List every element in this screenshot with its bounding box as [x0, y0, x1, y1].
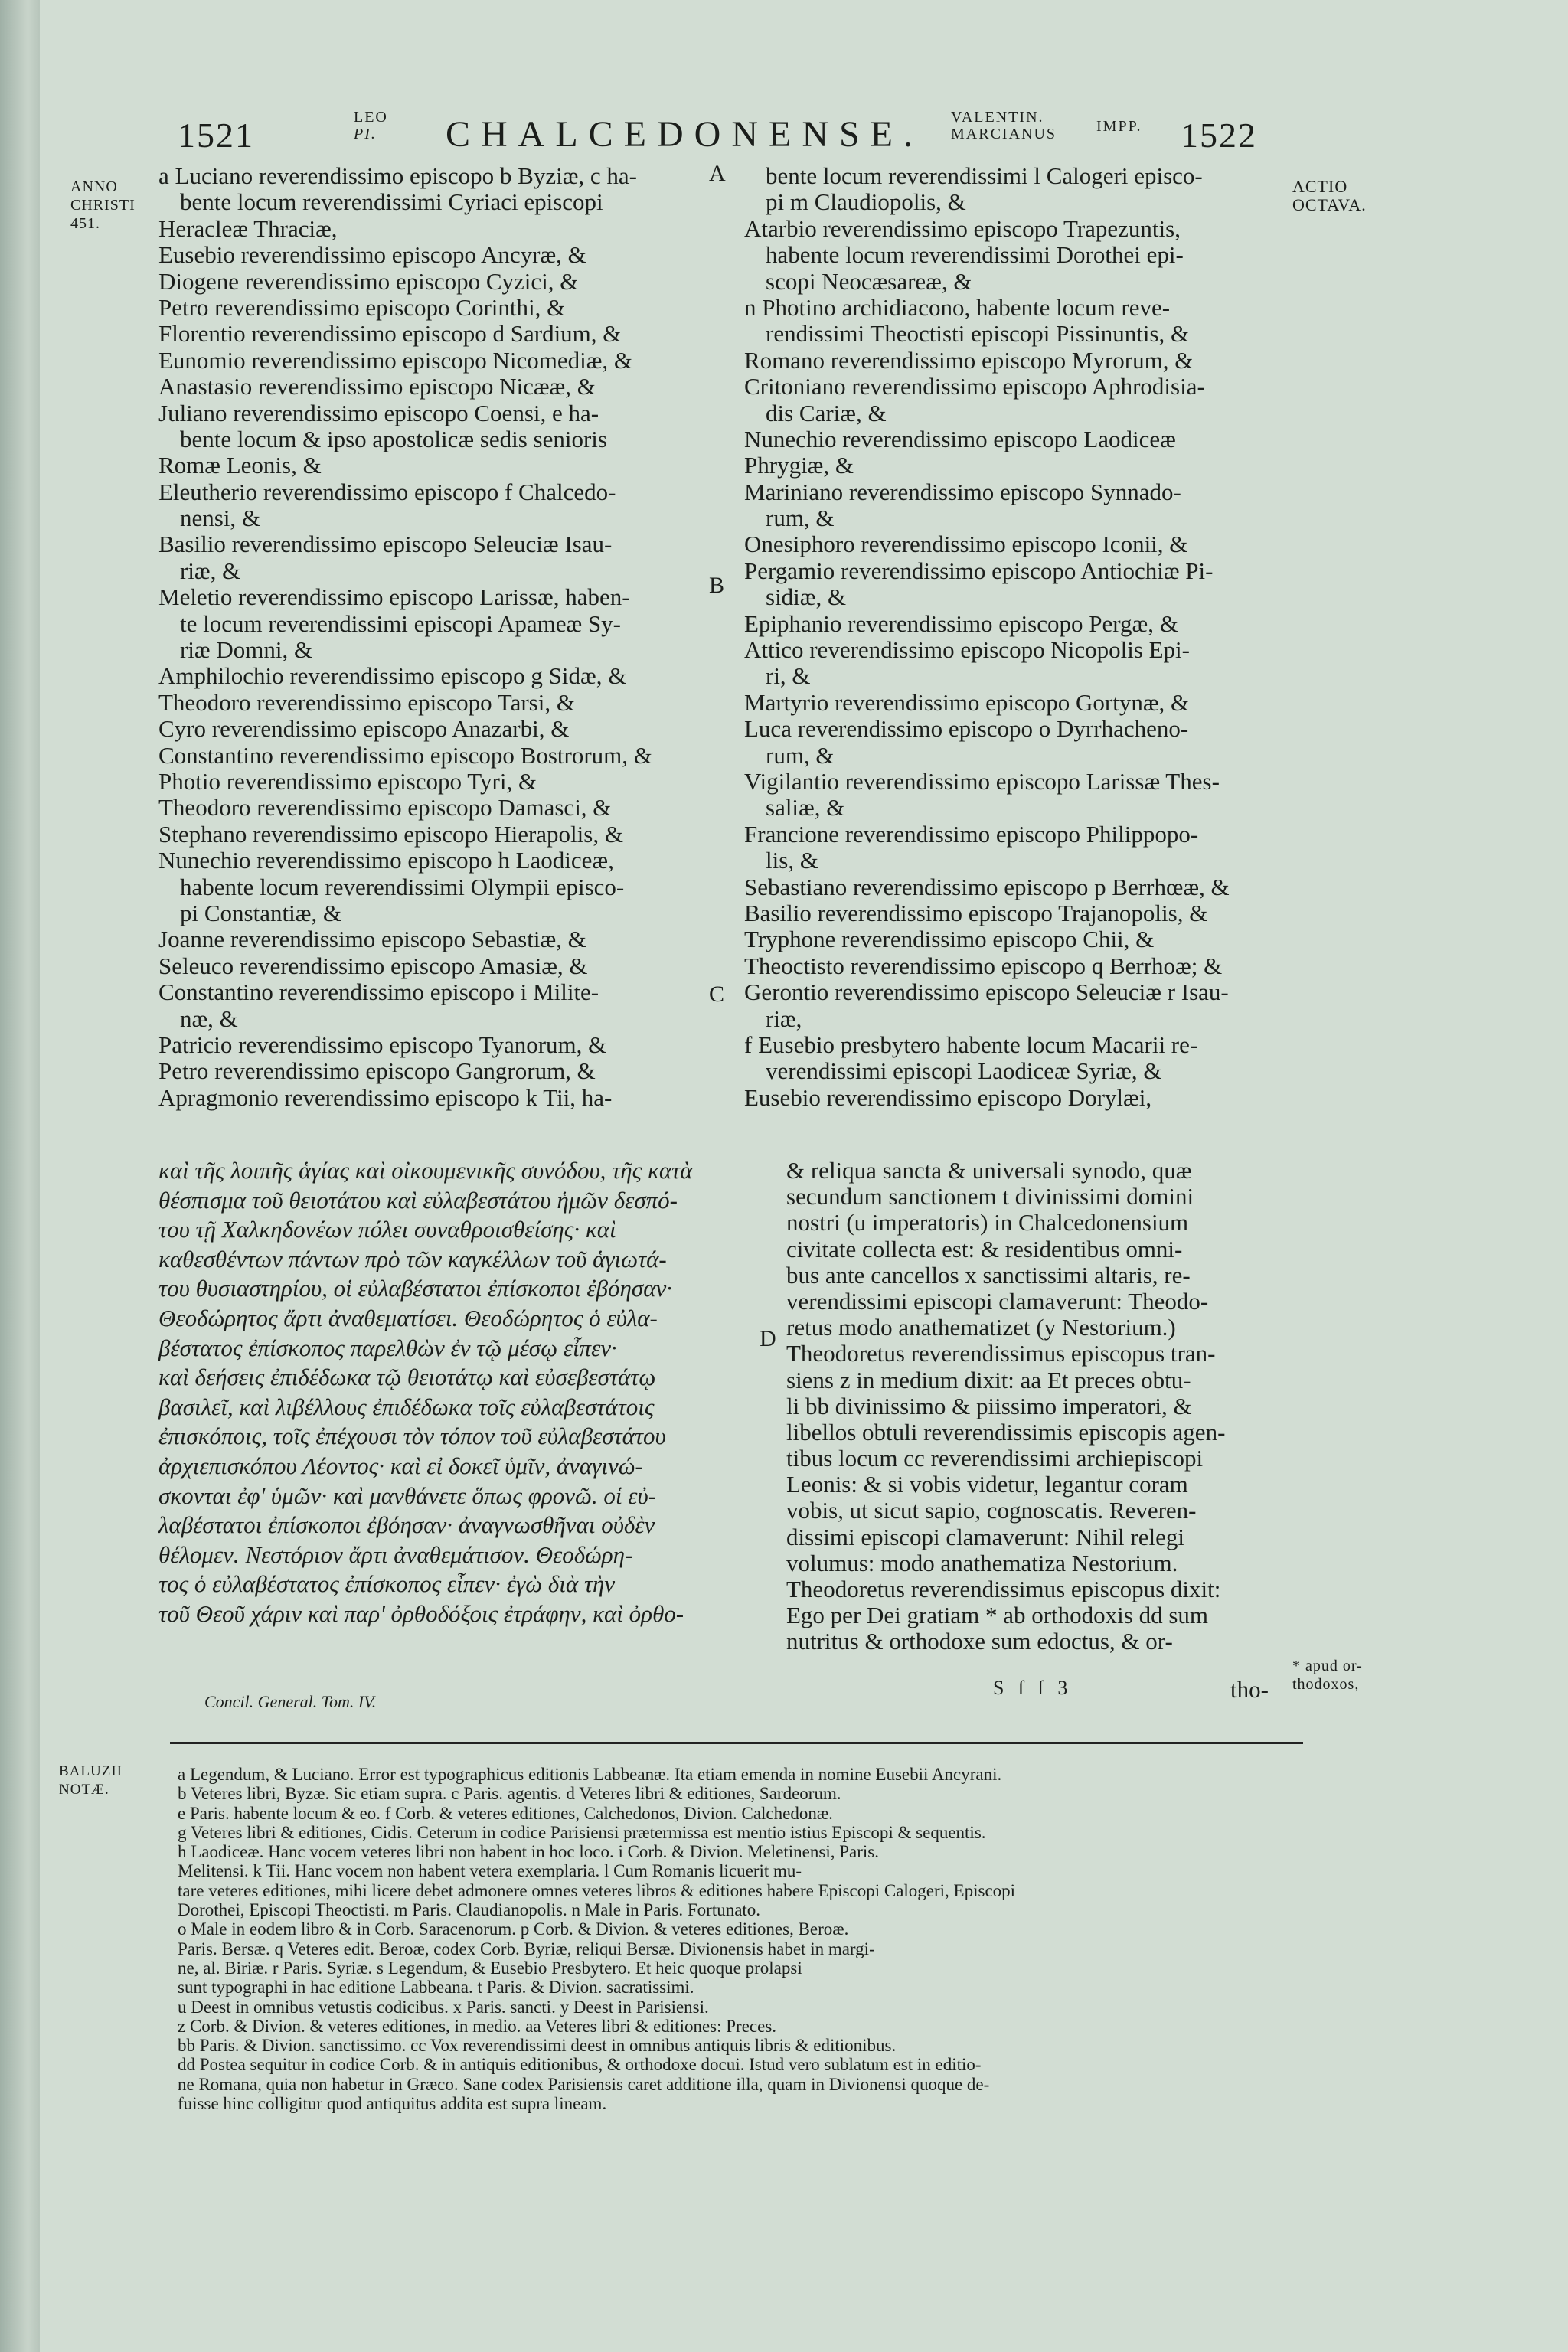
- text-line: Constantino reverendissimo episcopo i Milite-: [158, 978, 599, 1006]
- text-line: Martyrio reverendissimo episcopo Gortynæ, &: [744, 688, 1190, 716]
- text-line: & reliqua sancta & universali synodo, quæ: [786, 1157, 1192, 1184]
- text-line: Romæ Leonis, &: [158, 452, 322, 479]
- text-line: sidiæ, &: [766, 583, 847, 611]
- column-left-latin: [158, 163, 740, 1111]
- gloss-line: * apud or-: [1292, 1658, 1363, 1674]
- page-number-right: 1522: [1181, 116, 1257, 155]
- header-valentin-line1: VALENTIN.: [951, 109, 1044, 126]
- greek-text-block: [158, 1156, 771, 1629]
- text-line: Leonis: & si vobis videtur, legantur coram: [786, 1471, 1188, 1498]
- text-line: Petro reverendissimo episcopo Gangrorum, &: [158, 1057, 596, 1085]
- text-line: Epiphanio reverendissimo episcopo Pergæ, &: [744, 609, 1178, 637]
- text-line: Juliano reverendissimo episcopo Coensi, e ha-: [158, 399, 599, 426]
- text-line: e Paris. habente locum & eo. f Corb. & veteres editiones, Calchedonos, Divion. Calchedonæ.: [178, 1803, 833, 1823]
- text-line: næ, &: [180, 1004, 238, 1032]
- text-line: b Veteres libri, Byzæ. Sic etiam supra. c Paris. agentis. d Veteres libri & editiones, Sardeorum.: [178, 1784, 841, 1804]
- notes-label-line: BALUZII: [59, 1763, 122, 1779]
- margin-right-line: OCTAVA.: [1292, 195, 1367, 214]
- text-line: Romano reverendissimo episcopo Myrorum, &: [744, 346, 1194, 374]
- text-line: καὶ τῆς λοιπῆς ἁγίας καὶ οἰκουμενικῆς συνόδου, τῆς κατὰ: [158, 1157, 693, 1184]
- text-line: ne Romana, quia non habetur in Græco. Sane codex Parisiensis caret additione illa, quam in Divionensi quoque de-: [178, 2074, 990, 2094]
- text-line: Meletio reverendissimo episcopo Larissæ, haben-: [158, 583, 630, 611]
- text-line: u Deest in omnibus vetustis codicibus. x Paris. sancti. y Deest in Parisiensi.: [178, 1997, 709, 2017]
- text-line: civitate collecta est: & residentibus omni-: [786, 1235, 1183, 1263]
- text-line: Francione reverendissimo episcopo Philippopo-: [744, 820, 1199, 848]
- text-line: libellos obtuli reverendissimis episcopis agen-: [786, 1418, 1226, 1446]
- text-line: καὶ δεήσεις ἐπιδέδωκα τῷ θειοτάτῳ καὶ εὐσεβεστάτῳ: [158, 1364, 656, 1391]
- text-line: verendissimi episcopi Laodiceæ Syriæ, &: [766, 1057, 1162, 1085]
- text-line: o Male in eodem libro & in Corb. Saracenorum. p Corb. & Divion. & veteres editiones, Beroæ.: [178, 1919, 849, 1939]
- text-line: Florentio reverendissimo episcopo d Sardium, &: [158, 320, 622, 348]
- text-line: Θεοδώρητος ἄρτι ἀναθεματίσει. Θεοδώρητος ὁ εὐλα-: [158, 1304, 658, 1331]
- text-line: Patricio reverendissimo episcopo Tyanorum, &: [158, 1031, 607, 1058]
- page-title: CHALCEDONENSE.: [446, 114, 923, 155]
- text-line: Melitensi. k Tii. Hanc vocem non habent vetera exemplaria. l Cum Romanis licuerit mu-: [178, 1861, 802, 1881]
- text-line: Apragmonio reverendissimo episcopo k Tii, ha-: [158, 1083, 612, 1111]
- text-line: a Luciano reverendissimo episcopo b Byziæ, c ha-: [158, 162, 637, 189]
- text-line: dissimi episcopi clamaverunt: Nihil relegi: [786, 1523, 1184, 1550]
- text-line: tibus locum cc reverendissimi archiepiscopi: [786, 1445, 1204, 1472]
- text-line: scopi Neocæsareæ, &: [766, 267, 972, 295]
- text-line: Critoniano reverendissimo episcopo Aphrodisia-: [744, 373, 1205, 400]
- text-line: Theodoretus reverendissimus episcopus tran-: [786, 1340, 1216, 1367]
- text-line: Theodoro reverendissimo episcopo Tarsi, &: [158, 688, 575, 716]
- text-line: pi Constantiæ, &: [180, 899, 341, 926]
- text-line: rendissimi Theoctisti episcopi Pissinuntis, &: [766, 320, 1190, 348]
- text-line: siens z in medium dixit: aa Et preces obtu-: [786, 1366, 1191, 1393]
- header-leo-line1: LEO: [354, 109, 388, 126]
- text-line: bente locum & ipso apostolicæ sedis senioris: [180, 425, 607, 452]
- text-line: Onesiphoro reverendissimo episcopo Iconii, &: [744, 531, 1188, 558]
- text-line: Joanne reverendissimo episcopo Sebastiæ, &: [158, 926, 586, 953]
- notes-divider: [170, 1742, 1303, 1744]
- section-marker-a: A: [709, 161, 726, 186]
- text-line: nostri (u imperatoris) in Chalcedonensium: [786, 1209, 1189, 1236]
- text-line: ἐπισκόποις, τοῖς ἐπέχουσι τὸν τόπον τοῦ εὐλαβεστάτου: [158, 1423, 666, 1450]
- text-line: habente locum reverendissimi Olympii episco-: [180, 873, 625, 900]
- text-line: λαβέστατοι ἐπίσκοποι ἐβόησαν· ἀναγνωσθῆναι οὐδὲν: [158, 1511, 655, 1539]
- section-marker-b: B: [709, 573, 725, 598]
- text-line: Gerontio reverendissimo episcopo Seleuciæ r Isau-: [744, 978, 1229, 1006]
- text-line: volumus: modo anathematiza Nestorium.: [786, 1549, 1178, 1576]
- text-line: Eusebio reverendissimo episcopo Dorylæi,: [744, 1083, 1152, 1111]
- text-line: Seleuco reverendissimo episcopo Amasiæ, &: [158, 952, 588, 979]
- margin-left-line: 451.: [70, 215, 100, 232]
- text-line: Nunechio reverendissimo episcopo h Laodiceæ,: [158, 847, 614, 874]
- text-line: rum, &: [766, 505, 835, 532]
- notes-label: [59, 1762, 122, 1799]
- text-line: g Veteres libri & editiones, Cidis. Ceterum in codice Parisiensi prætermissa est mentio istius Episcopi & sequentis.: [178, 1822, 986, 1842]
- text-line: bente locum reverendissimi Cyriaci episcopi: [180, 188, 603, 216]
- margin-anno-christi: [70, 178, 136, 233]
- text-line: rum, &: [766, 741, 835, 769]
- text-line: z Corb. & Divion. & veteres editiones, in medio. aa Veteres libri & editiones: Preces.: [178, 2016, 777, 2036]
- signature-mark: S ſ ſ 3: [993, 1677, 1073, 1699]
- text-line: τοῦ Θεοῦ χάριν καὶ παρ' ὀρθοδόξοις ἐτράφην, καὶ ὀρθο-: [158, 1599, 684, 1627]
- text-line: dis Cariæ, &: [766, 399, 887, 426]
- text-line: Theodoretus reverendissimus episcopus dixit:: [786, 1576, 1221, 1602]
- text-line: Atarbio reverendissimo episcopo Trapezuntis,: [744, 214, 1181, 242]
- header-impp: IMPP.: [1096, 118, 1142, 135]
- text-line: Petro reverendissimo episcopo Corinthi, &: [158, 293, 566, 321]
- text-line: Photio reverendissimo episcopo Tyri, &: [158, 767, 537, 795]
- text-line: Paris. Bersæ. q Veteres edit. Beroæ, codex Corb. Byriæ, reliqui Bersæ. Divionensis habet in margi-: [178, 1939, 875, 1958]
- catchword: tho-: [1230, 1676, 1269, 1703]
- text-line: Basilio reverendissimo episcopo Seleuciæ Isau-: [158, 531, 612, 558]
- text-line: Constantino reverendissimo episcopo Bostrorum, &: [158, 741, 652, 769]
- text-line: ne, al. Biriæ. r Paris. Syriæ. s Legendum, & Eusebio Presbytero. Et heic quoque prolapsi: [178, 1958, 802, 1978]
- text-line: nensi, &: [180, 505, 261, 532]
- baluzii-notes: [178, 1765, 1326, 2113]
- text-line: Eunomio reverendissimo episcopo Nicomediæ, &: [158, 346, 633, 374]
- text-line: θέλομεν. Νεστόριον ἄρτι ἀναθεμάτισον. Θεοδώρη-: [158, 1540, 633, 1568]
- margin-gloss: [1292, 1657, 1363, 1694]
- text-line: bente locum reverendissimi l Calogeri episco-: [766, 162, 1203, 189]
- section-marker-c: C: [709, 982, 725, 1007]
- text-line: Theodoro reverendissimo episcopo Damasci, &: [158, 794, 612, 822]
- text-line: riæ Domni, &: [180, 636, 313, 664]
- text-line: Anastasio reverendissimo episcopo Nicææ, &: [158, 373, 596, 400]
- text-line: Vigilantio reverendissimo episcopo Larissæ Thes-: [744, 767, 1220, 795]
- text-line: riæ, &: [180, 557, 241, 584]
- text-line: tare veteres editiones, mihi licere debet admonere omnes veteres libros & editiones habere Episcopi Calogeri, Episcopi: [178, 1880, 1016, 1900]
- text-line: σκονται ἐφ' ὑμῶν· καὶ μανθάνετε ὅπως φρονῶ. οἱ εὐ-: [158, 1481, 657, 1509]
- latin-translation-block: [786, 1158, 1307, 1655]
- margin-actio-octava: [1292, 178, 1367, 214]
- text-line: Theoctisto reverendissimo episcopo q Berrhoæ; &: [744, 952, 1223, 979]
- column-right-latin: [744, 163, 1295, 1111]
- text-line: te locum reverendissimi episcopi Apameæ Sy-: [180, 609, 621, 637]
- text-line: riæ,: [766, 1004, 802, 1032]
- book-page: [40, 0, 1568, 2352]
- margin-left-line: CHRISTI: [70, 197, 136, 214]
- header-valentin: [951, 109, 1057, 142]
- text-line: Eusebio reverendissimo episcopo Ancyræ, &: [158, 241, 586, 269]
- text-line: ἀρχιεπισκόπου Λέοντος· καὶ εἰ δοκεῖ ὑμῖν, ἀναγινώ-: [158, 1452, 643, 1479]
- text-line: τος ὁ εὐλαβέστατος ἐπίσκοπος εἶπεν· ἐγὼ διὰ τὴν: [158, 1570, 616, 1598]
- header-leo: [354, 109, 388, 142]
- footer-volume: Concil. General. Tom. IV.: [204, 1692, 377, 1711]
- text-line: Ego per Dei gratiam * ab orthodoxis dd sum: [786, 1602, 1209, 1629]
- text-line: Mariniano reverendissimo episcopo Synnado-: [744, 478, 1181, 505]
- text-line: lis, &: [766, 847, 818, 874]
- adjacent-page-strip: [0, 0, 40, 2352]
- text-line: Diogene reverendissimo episcopo Cyzici, &: [158, 267, 579, 295]
- text-line: του τῇ Χαλκηδονέων πόλει συναθροισθείσης· καὶ: [158, 1216, 616, 1243]
- text-line: Basilio reverendissimo episcopo Trajanopolis, &: [744, 899, 1208, 926]
- text-line: θέσπισμα τοῦ θειοτάτου καὶ εὐλαβεστάτου ἡμῶν δεσπό-: [158, 1186, 678, 1214]
- text-line: h Laodiceæ. Hanc vocem veteres libri non habent in hoc loco. i Corb. & Divion. Meletinensi, Paris.: [178, 1842, 879, 1862]
- section-marker-d: D: [760, 1326, 776, 1351]
- text-line: βασιλεῖ, καὶ λιβέλλους ἐπιδέδωκα τοῖς εὐλαβεστάτοις: [158, 1393, 655, 1420]
- notes-label-line: NOTÆ.: [59, 1782, 109, 1798]
- gloss-line: thodoxos,: [1292, 1676, 1360, 1693]
- header-leo-line2: PI.: [354, 126, 377, 142]
- text-line: Pergamio reverendissimo episcopo Antiochiæ Pi-: [744, 557, 1214, 584]
- text-line: saliæ, &: [766, 794, 845, 822]
- text-line: Heracleæ Thraciæ,: [158, 214, 338, 242]
- text-line: Cyro reverendissimo episcopo Anazarbi, &: [158, 715, 570, 743]
- text-line: βέστατος ἐπίσκοπος παρελθὼν ἐν τῷ μέσῳ εἶπεν·: [158, 1334, 617, 1361]
- text-line: Amphilochio reverendissimo episcopo g Sidæ, &: [158, 662, 627, 690]
- text-line: Dorothei, Episcopi Theoctisti. m Paris. Claudianopolis. n Male in Paris. Fortunato.: [178, 1900, 761, 1920]
- text-line: Sebastiano reverendissimo episcopo p Berrhœæ, &: [744, 873, 1230, 900]
- text-line: Stephano reverendissimo episcopo Hierapolis, &: [158, 820, 623, 848]
- text-line: bus ante cancellos x sanctissimi altaris, re-: [786, 1261, 1191, 1289]
- text-line: του θυσιαστηρίου, οἱ εὐλαβέστατοι ἐπίσκοποι ἐβόησαν·: [158, 1275, 672, 1302]
- text-line: habente locum reverendissimi Dorothei epi-: [766, 241, 1184, 269]
- text-line: Attico reverendissimo episcopo Nicopolis Epi-: [744, 636, 1190, 664]
- text-line: καθεσθέντων πάντων πρὸ τῶν καγκέλλων τοῦ ἁγιωτά-: [158, 1245, 667, 1272]
- text-line: dd Postea sequitur in codice Corb. & in antiquis editionibus, & orthodoxe docui. Istud vero sublatum est in editio-: [178, 2055, 982, 2075]
- text-line: a Legendum, & Luciano. Error est typographicus editionis Labbeanæ. Ita etiam emenda in nomine Eusebii Ancyrani.: [178, 1765, 1002, 1784]
- margin-right-line: ACTIO: [1292, 177, 1348, 196]
- text-line: li bb divinissimo & piissimo imperatori, &: [786, 1392, 1192, 1419]
- page-number-left: 1521: [178, 116, 254, 155]
- text-line: fuisse hinc colligitur quod antiquitus addita est supra lineam.: [178, 2094, 607, 2114]
- text-line: secundum sanctionem t divinissimi domini: [786, 1183, 1194, 1210]
- page-header: [40, 107, 1568, 161]
- text-line: vobis, ut sicut sapio, cognoscatis. Reveren-: [786, 1497, 1197, 1524]
- text-line: sunt typographi in hac editione Labbeana. t Paris. & Divion. sacratissimi.: [178, 1978, 694, 1998]
- header-valentin-line2: MARCIANUS: [951, 126, 1057, 142]
- text-line: bb Paris. & Divion. sanctissimo. cc Vox reverendissimi deest in omnibus antiquis libris & editionibus.: [178, 2036, 897, 2056]
- margin-left-line: ANNO: [70, 178, 118, 195]
- text-line: nutritus & orthodoxe sum edoctus, & or-: [786, 1628, 1173, 1655]
- text-line: retus modo anathematizet (y Nestorium.): [786, 1314, 1176, 1341]
- text-line: verendissimi episcopi clamaverunt: Theodo-: [786, 1287, 1209, 1315]
- text-line: n Photino archidiacono, habente locum reve-: [744, 293, 1171, 321]
- text-line: ri, &: [766, 662, 811, 690]
- text-line: Eleutherio reverendissimo episcopo f Chalcedo-: [158, 478, 616, 505]
- text-line: pi m Claudiopolis, &: [766, 188, 966, 216]
- text-line: f Eusebio presbytero habente locum Macarii re-: [744, 1031, 1198, 1058]
- text-line: Nunechio reverendissimo episcopo Laodiceæ: [744, 425, 1176, 452]
- text-line: Tryphone reverendissimo episcopo Chii, &: [744, 926, 1155, 953]
- text-line: Luca reverendissimo episcopo o Dyrrhacheno-: [744, 715, 1189, 743]
- text-line: Phrygiæ, &: [744, 452, 854, 479]
